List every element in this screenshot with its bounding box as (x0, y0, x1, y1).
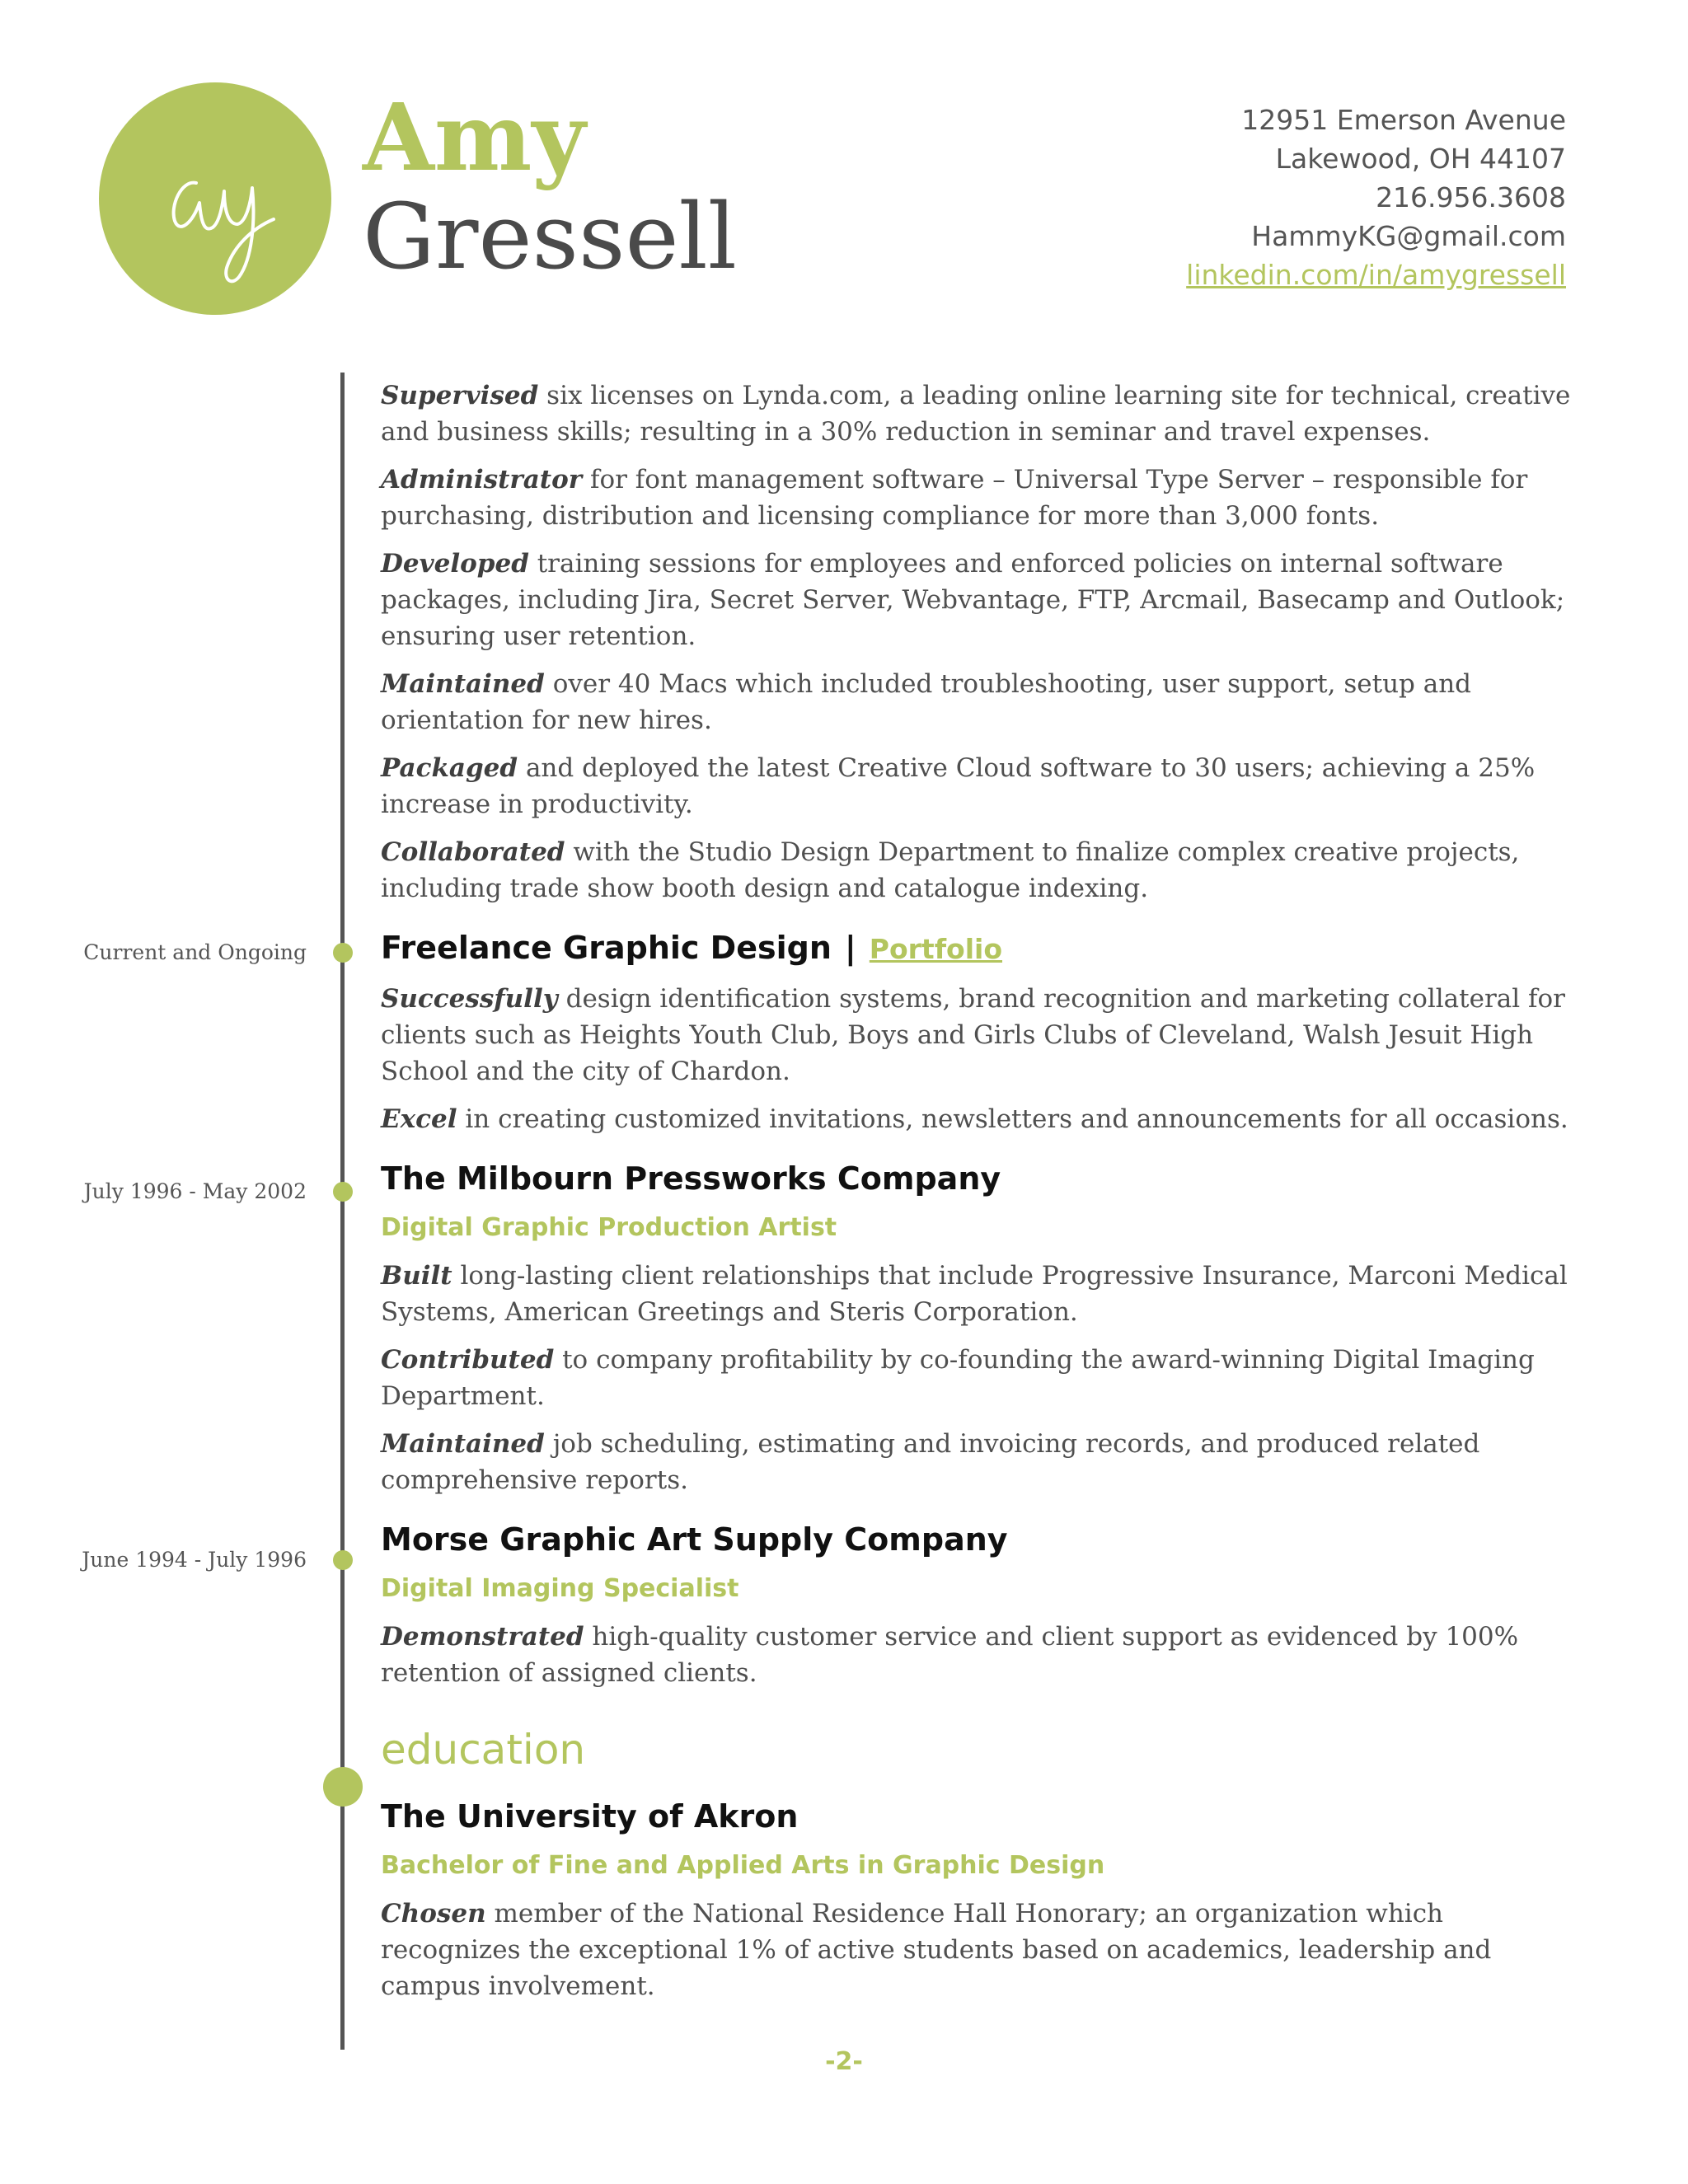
last-name: Gressell (363, 184, 737, 289)
education-section (381, 1724, 1584, 2004)
page-number: -2- (825, 2047, 863, 2076)
job-milbourn (381, 1159, 1584, 1498)
bullet: Supervised six licenses on Lynda.com, a leading online learning site for technical, creative and business skills; resulting in a 30% reduction in seminar and travel expenses. (381, 381, 1571, 447)
bullet: Demonstrated high-quality customer service and client support as evidenced by 100% retention of assigned clients. (381, 1622, 1519, 1688)
bullet: Chosen member of the National Residence Hall Honorary; an organization which recognizes the exceptional 1% of active students based on academics, leadership and campus involvement. (381, 1899, 1492, 2001)
first-name: Amy (363, 84, 586, 192)
timeline-dot (333, 943, 353, 963)
resume-body (381, 377, 1584, 2016)
degree: Bachelor of Fine and Applied Arts in Graphic Design (381, 1851, 1105, 1880)
candidate-name (363, 84, 737, 289)
phone: 216.956.3608 (1376, 181, 1566, 213)
timeline-dot (333, 1550, 353, 1570)
signature-initials-icon (99, 82, 331, 315)
bullet: Administrator for font management software – Universal Type Server – responsible for purchasing, distribution and licensing compliance for more than 3,000 fonts. (381, 465, 1528, 531)
timeline-dot (333, 1182, 353, 1202)
bullet: Maintained over 40 Macs which included troubleshooting, user support, setup and orientation for new hires. (381, 669, 1472, 735)
job-role: Digital Graphic Production Artist (381, 1213, 837, 1242)
linkedin-link[interactable]: linkedin.com/in/amygressell (1186, 259, 1566, 291)
job-title: Morse Graphic Art Supply Company (381, 1521, 1008, 1558)
address-line-1: 12951 Emerson Avenue (1241, 104, 1566, 136)
job-role: Digital Imaging Specialist (381, 1574, 739, 1603)
bullet: Excel in creating customized invitations, newsletters and announcements for all occasions. (381, 1104, 1568, 1134)
job-date-morse: June 1994 - July 1996 (82, 1548, 307, 1572)
bullet: Built long-lasting client relationships that include Progressive Insurance, Marconi Medical Systems, American Greetings and Steris Corporation. (381, 1261, 1568, 1327)
school-name: The University of Akron (381, 1798, 799, 1835)
job-morse (381, 1520, 1584, 1691)
section-dot-education (323, 1767, 363, 1807)
bullet: Packaged and deployed the latest Creative Cloud software to 30 users; achieving a 25% increase in productivity. (381, 753, 1536, 819)
address-line-2: Lakewood, OH 44107 (1275, 143, 1566, 175)
bullet: Collaborated with the Studio Design Department to finalize complex creative projects, including trade show booth design and catalogue indexing. (381, 837, 1520, 903)
portfolio-link[interactable]: Portfolio (869, 933, 1003, 965)
bullet: Contributed to company profitability by co-founding the award-winning Digital Imaging Department. (381, 1345, 1535, 1411)
contact-block (1186, 101, 1566, 294)
job-date-milbourn: July 1996 - May 2002 (83, 1179, 307, 1203)
job-freelance (381, 928, 1584, 1137)
job-title: Freelance Graphic Design | Portfolio (381, 930, 1003, 966)
bullet: Maintained job scheduling, estimating and invoicing records, and produced related comprehensive reports. (381, 1429, 1480, 1495)
bullet: Developed training sessions for employees and enforced policies on internal software packages, including Jira, Secret Server, Webvantage, FTP, Arcmail, Basecamp and Outlook; ensuring user retention. (381, 549, 1565, 651)
job-date-freelance: Current and Ongoing (83, 940, 307, 964)
email: HammyKG@gmail.com (1251, 220, 1566, 252)
continued-job-bullets (381, 377, 1584, 907)
job-title: The Milbourn Pressworks Company (381, 1160, 1001, 1197)
section-heading: education (381, 1726, 586, 1774)
monogram-logo (99, 82, 331, 315)
bullet: Successfully design identification systems, brand recognition and marketing collateral for clients such as Heights Youth Club, Boys and Girls Clubs of Cleveland, Walsh Jesuit High School and the city of Chardon. (381, 984, 1565, 1086)
